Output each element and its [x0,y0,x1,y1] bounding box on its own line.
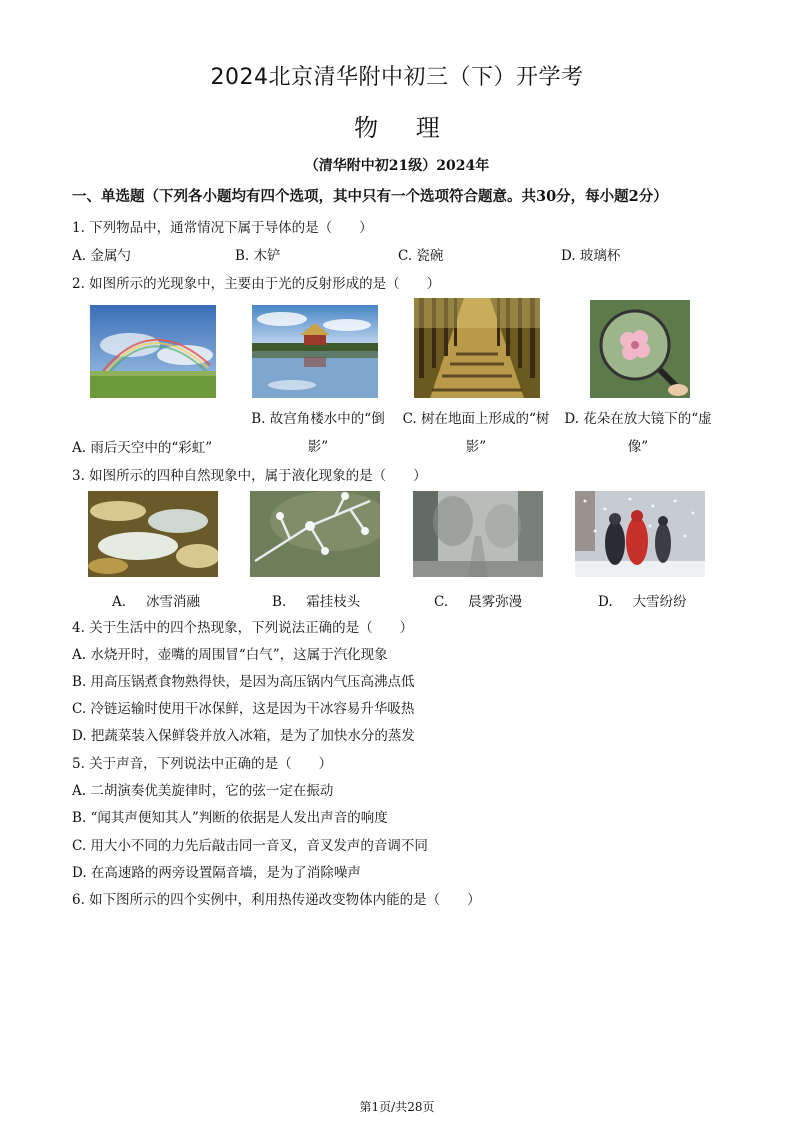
q3-option-c-text: 晨雾弥漫 [468,594,523,610]
q1-option-a: A. 金属勺 [72,248,131,264]
palace-reflection-photo [252,305,378,398]
q2-caption-c-line1: C. 树在地面上形成的“树 [402,411,550,427]
q3-option-c-letter: C. [434,594,449,610]
q2-caption-d-line2: 像” [627,439,649,455]
question-1-stem: 1. 下列物品中，通常情况下属于导体的是（ ） [72,220,373,236]
q2-caption-b [238,405,398,461]
heavy-snow-photo [575,491,705,577]
question-6-stem: 6. 如下图所示的四个实例中，利用热传递改变物体内能的是（ ） [72,892,481,908]
q2-caption-c [396,405,556,461]
q3-option-b-letter: B. [272,594,287,610]
q4-option-d: D. 把蔬菜装入保鲜袋并放入冰箱，是为了加快水分的蒸发 [72,728,415,744]
melting-ice-photo [88,491,218,577]
q3-option-b [272,590,360,610]
q1-option-c: C. 瓷碗 [398,248,444,264]
question-2-stem: 2. 如图所示的光现象中，主要由于光的反射形成的是（ ） [72,276,441,292]
q5-option-c: C. 用大小不同的力先后敲击同一音叉，音叉发声的音调不同 [72,838,428,854]
q3-option-d-text: 大雪纷纷 [632,594,687,610]
q1-option-b: B. 木铲 [235,248,281,264]
q3-option-d [598,590,687,610]
q4-option-b: B. 用高压锅煮食物熟得快，是因为高压锅内气压高沸点低 [72,674,415,690]
q4-option-a: A. 水烧开时，壶嘴的周围冒“白气”，这属于汽化现象 [72,647,388,663]
q3-option-a [112,590,200,610]
q5-option-b: B. “闻其声便知其人”判断的依据是人发出声音的响度 [72,810,388,826]
q5-option-d: D. 在高速路的两旁设置隔音墙，是为了消除噪声 [72,865,361,881]
q3-option-d-letter: D. [598,594,613,610]
q3-option-c [434,590,522,610]
morning-fog-photo [413,491,543,577]
tree-shadow-photo [414,298,540,398]
rainbow-photo [90,305,216,398]
q4-option-c: C. 冷链运输时使用干冰保鲜，这是因为干冰容易升华吸热 [72,701,415,717]
q1-option-d: D. 玻璃杯 [561,248,621,264]
q3-option-b-text: 霜挂枝头 [306,594,361,610]
q3-option-a-text: 冰雪消融 [146,594,201,610]
exam-title: 2024北京清华附中初三（下）开学考 [210,65,584,90]
q5-option-a: A. 二胡演奏优美旋律时，它的弦一定在振动 [72,783,334,799]
q2-caption-d [558,405,718,461]
q2-caption-d-line1: D. 花朵在放大镜下的“虚 [564,411,712,427]
q2-caption-c-line2: 影” [465,439,487,455]
q2-caption-b-line1: B. 故宫角楼水中的“倒 [251,411,385,427]
exam-subtitle: （清华附中初21级）2024年 [304,158,490,174]
q2-caption-b-line2: 影” [307,439,329,455]
page-number: 第1页/共28页 [359,1100,435,1114]
section-heading: 一、单选题（下列各小题均有四个选项，其中只有一个选项符合题意。共30分，每小题2分） [72,188,668,205]
question-3-stem: 3. 如图所示的四种自然现象中，属于液化现象的是（ ） [72,468,427,484]
magnifier-flower-photo [590,300,690,398]
frost-branch-photo [250,491,380,577]
q2-caption-a: A. 雨后天空中的“彩虹” [72,440,213,456]
subject-title: 物 理 [354,114,440,142]
q3-option-a-letter: A. [112,594,127,610]
question-5-stem: 5. 关于声音，下列说法中正确的是（ ） [72,756,333,772]
question-4-stem: 4. 关于生活中的四个热现象，下列说法正确的是（ ） [72,620,414,636]
